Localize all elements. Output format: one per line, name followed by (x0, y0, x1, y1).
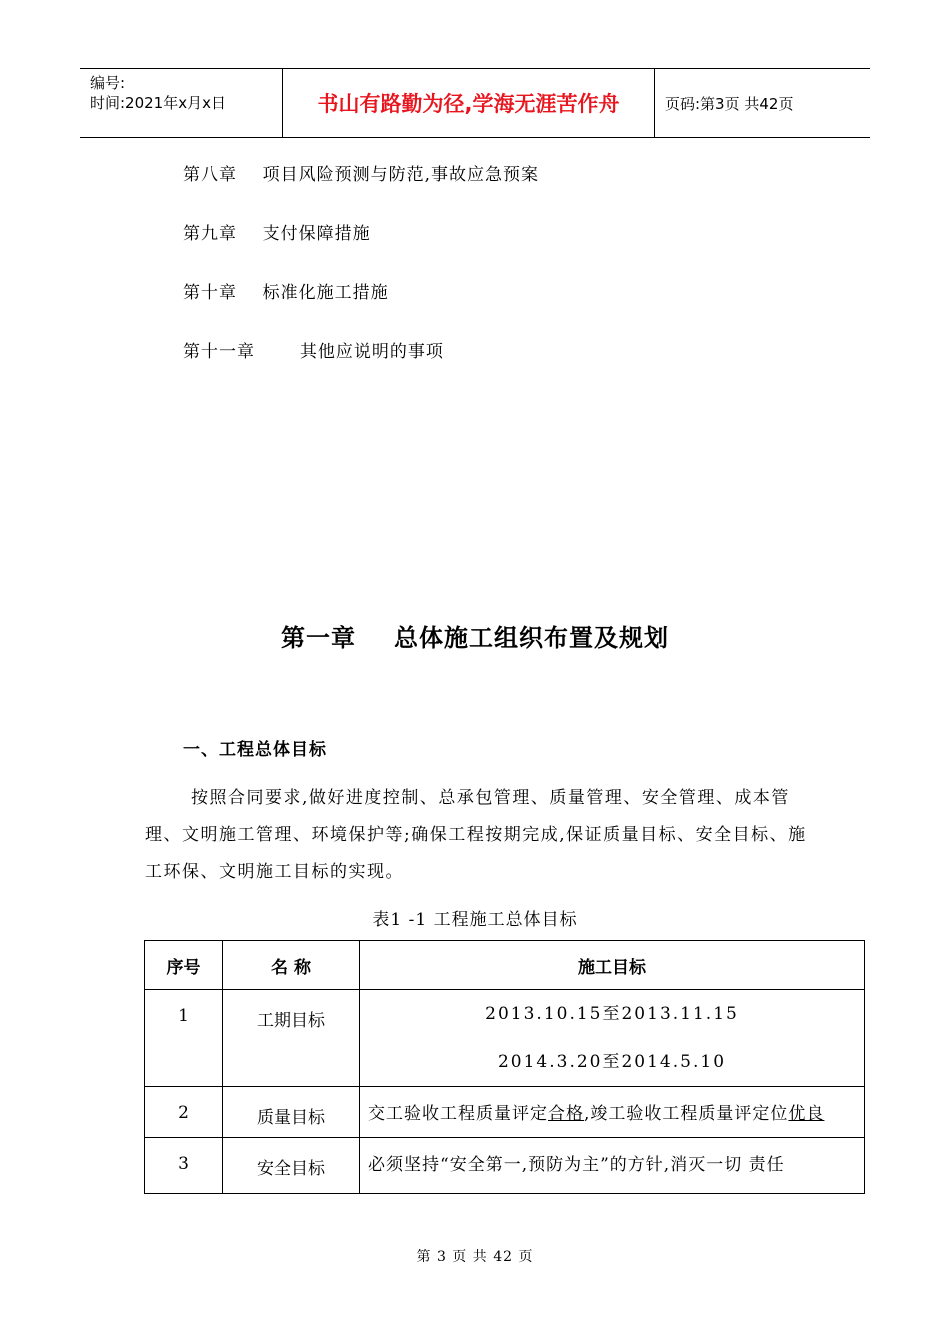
toc-item-8 (183, 160, 539, 185)
toc-num: 第八章 (183, 165, 237, 185)
body-paragraph (145, 780, 825, 891)
toc-title: 标准化施工措施 (262, 283, 389, 303)
column-header-name: 名 称 (223, 941, 360, 990)
header-motto: 书山有路勤为径,学海无涯苦作舟 (283, 69, 655, 137)
table-row (145, 1087, 865, 1138)
column-header-no: 序号 (145, 941, 223, 990)
goals-table (144, 940, 865, 1194)
row-name: 工期目标 (223, 990, 360, 1087)
target-part-underlined: 合格 (548, 1104, 584, 1124)
row-no: 3 (145, 1138, 223, 1194)
chapter-num: 第一章 (281, 624, 356, 652)
toc-title: 支付保障措施 (262, 224, 371, 244)
row-name: 安全目标 (223, 1138, 360, 1194)
row-name: 质量目标 (223, 1087, 360, 1138)
paragraph-text: 按照合同要求,做好进度控制、总承包管理、质量管理、安全管理、成本管理、文明施工管理、环境保护等;确保工程按期完成,保证质量目标、安全目标、施工环保、文明施工目标的实现。 (145, 788, 807, 882)
time-label: 时间:2021年x月x日 (90, 94, 226, 112)
row-no: 1 (145, 990, 223, 1087)
table-header-row (145, 941, 865, 990)
target-part-underlined: 优良 (788, 1104, 825, 1124)
toc-item-9 (183, 219, 371, 244)
toc-item-11 (183, 337, 444, 362)
toc-num: 第十章 (183, 283, 237, 303)
table-row (145, 990, 865, 1087)
serial-label: 编号: (90, 74, 126, 92)
page-footer: 第 3 页 共 42 页 (416, 1249, 534, 1265)
table-caption: 表1 -1 工程施工总体目标 (372, 910, 578, 930)
target-part: 交工验收工程质量评定 (368, 1104, 548, 1124)
toc-num: 第九章 (183, 224, 237, 244)
chapter-name: 总体施工组织布置及规划 (394, 624, 669, 652)
header-page-label: 页码:第3页 共42页 (665, 94, 794, 113)
table-row (145, 1138, 865, 1194)
row-target (360, 990, 865, 1087)
toc-title: 其他应说明的事项 (299, 342, 444, 362)
toc-item-10 (183, 278, 389, 303)
target-part: ,竣工验收工程质量评定位 (584, 1104, 789, 1124)
section-title: 一、工程总体目标 (183, 740, 327, 760)
toc-title: 项目风险预测与防范,事故应急预案 (262, 165, 540, 185)
target-line: 2014.3.20至2014.5.10 (497, 1052, 727, 1072)
toc-num: 第十一章 (183, 342, 255, 362)
document-header (80, 68, 870, 138)
header-meta-cell (80, 69, 283, 137)
row-target: 必须坚持“安全第一,预防为主”的方针,消灭一切 责任 (360, 1138, 865, 1194)
column-header-target: 施工目标 (360, 941, 865, 990)
target-line: 2013.10.15至2013.11.15 (485, 1004, 739, 1024)
row-no: 2 (145, 1087, 223, 1138)
chapter-title (0, 618, 950, 653)
row-target (360, 1087, 865, 1138)
